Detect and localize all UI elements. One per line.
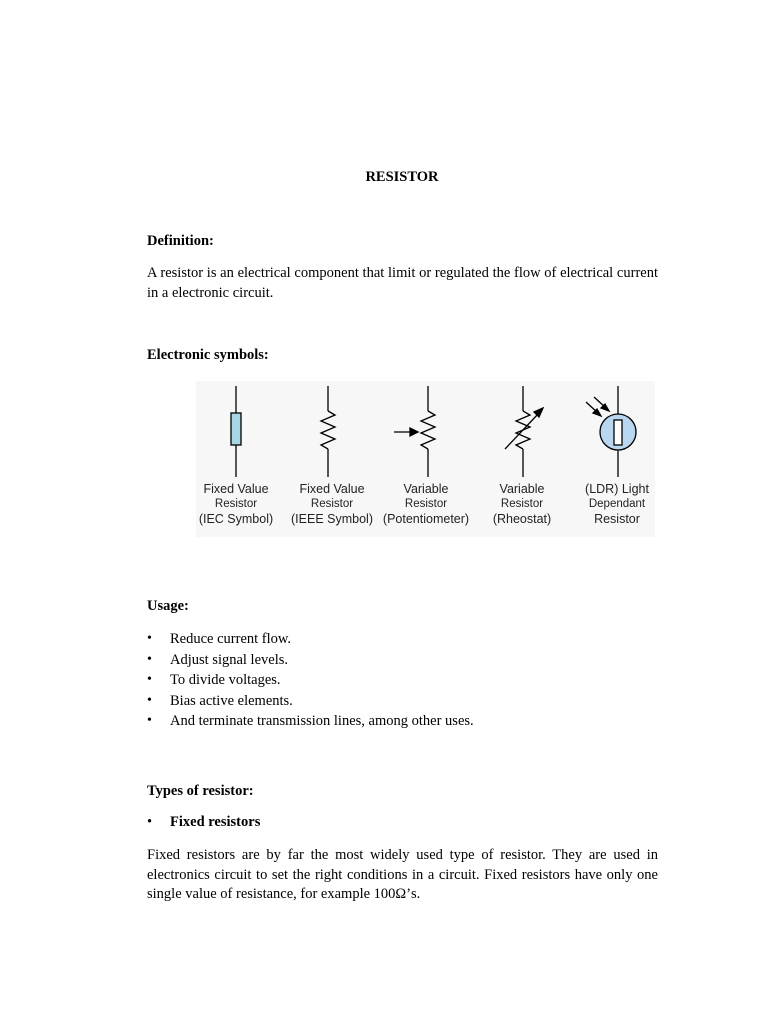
list-item: • Reduce current flow. (147, 629, 474, 650)
caption-ieee-line2: Resistor (310, 498, 354, 510)
fixed-resistors-text: Fixed resistors are by far the most widely used type of resistor. They are used in electronics circuit to set the right conditions in a circuit. Fixed resistors have only one single value of resistance, for example 100Ω’s. (147, 847, 658, 902)
list-item: • Adjust signal levels. (147, 650, 474, 671)
usage-heading: Usage: (147, 598, 189, 614)
caption-ieee (284, 482, 380, 527)
caption-ldr-line2: Dependant (588, 498, 646, 510)
resistor-symbols-figure (196, 381, 655, 537)
fixed-resistors-label: • Fixed resistors (147, 814, 260, 831)
caption-ldr-line3: Resistor (594, 512, 640, 526)
iec-resistor-symbol (231, 386, 241, 477)
caption-ldr-line1: (LDR) Light (585, 482, 649, 496)
caption-potentiometer-line3: (Potentiometer) (382, 512, 470, 526)
caption-ieee-line3: (IEEE Symbol) (291, 512, 373, 526)
caption-potentiometer-line1: Variable (403, 482, 449, 496)
rheostat-symbol (505, 386, 543, 477)
ldr-symbol (586, 386, 636, 477)
caption-rheostat-line2: Resistor (500, 498, 544, 510)
potentiometer-symbol (394, 386, 435, 477)
definition-text: A resistor is an electrical component that limit or regulated the flow of electrical current in a electronic circuit. (147, 265, 658, 301)
ieee-resistor-symbol (321, 386, 335, 477)
caption-potentiometer-line2: Resistor (404, 498, 448, 510)
symbols-heading: Electronic symbols: (147, 347, 269, 363)
caption-iec (188, 482, 284, 527)
caption-iec-line1: Fixed Value (203, 482, 269, 496)
caption-iec-line3: (IEC Symbol) (198, 512, 274, 526)
caption-rheostat-line3: (Rheostat) (492, 512, 552, 526)
types-heading: Types of resistor: (147, 783, 254, 799)
list-item: • To divide voltages. (147, 670, 474, 691)
list-item: • And terminate transmission lines, among other uses. (147, 711, 474, 732)
list-item: • Bias active elements. (147, 691, 474, 712)
definition-heading: Definition: (147, 233, 214, 249)
caption-rheostat-line1: Variable (499, 482, 545, 496)
caption-iec-line2: Resistor (214, 498, 258, 510)
caption-rheostat (474, 482, 570, 527)
caption-potentiometer (378, 482, 474, 527)
page-title: RESISTOR (365, 169, 439, 185)
usage-list (147, 629, 474, 732)
caption-ldr (569, 482, 665, 527)
caption-ieee-line1: Fixed Value (299, 482, 365, 496)
